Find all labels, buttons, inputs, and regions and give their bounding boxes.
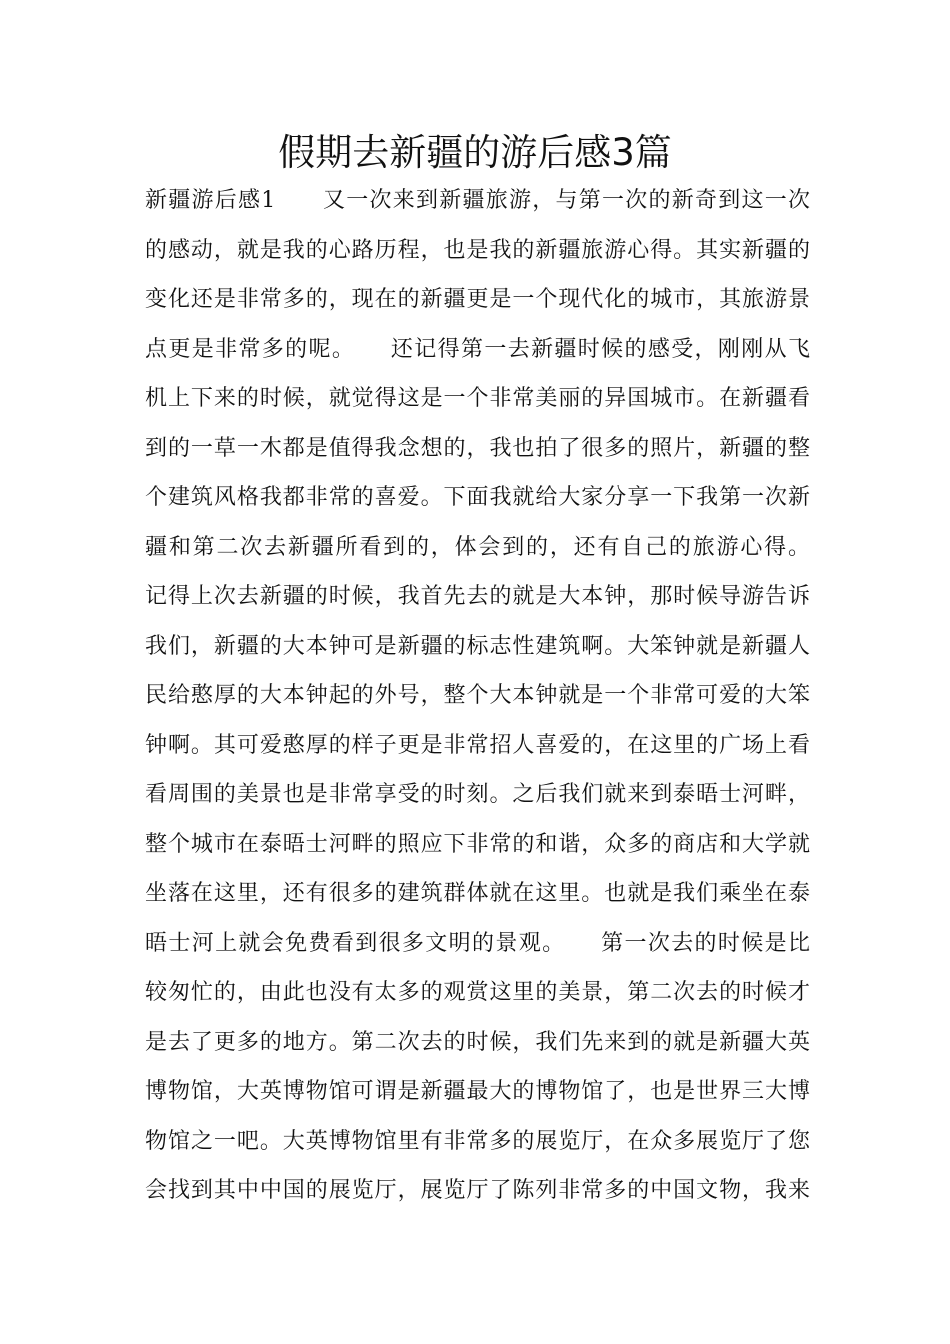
document-title: 假期去新疆的游后感3篇: [278, 131, 672, 174]
body-line: 较匆忙的，由此也没有太多的观赏这里的美景，第二次去的时候才: [145, 980, 810, 1005]
body-line: 会找到其中中国的展览厅，展览厅了陈列非常多的中国文物，我来: [145, 1178, 810, 1203]
body-line: 民给憨厚的大本钟起的外号，整个大本钟就是一个非常可爱的大笨: [145, 683, 810, 708]
body-line: 新疆游后感1 又一次来到新疆旅游，与第一次的新奇到这一次: [145, 188, 810, 213]
body-line: 到的一草一木都是值得我念想的，我也拍了很多的照片，新疆的整: [145, 435, 810, 461]
body-line: 晤士河上就会免费看到很多文明的景观。 第一次去的时候是比: [145, 930, 810, 956]
body-line: 点更是非常多的呢。 还记得第一去新疆时候的感受，刚刚从飞: [145, 336, 810, 362]
body-line: 看周围的美景也是非常享受的时刻。之后我们就来到泰晤士河畔，: [145, 782, 810, 807]
body-line: 个建筑风格我都非常的喜爱。下面我就给大家分享一下我第一次新: [145, 485, 810, 510]
body-line: 整个城市在泰晤士河畔的照应下非常的和谐，众多的商店和大学就: [145, 831, 810, 857]
body-line: 机上下来的时候，就觉得这是一个非常美丽的异国城市。在新疆看: [145, 386, 810, 411]
document-body: [145, 176, 810, 1216]
body-line: 坐落在这里，还有很多的建筑群体就在这里。也就是我们乘坐在泰: [145, 881, 810, 906]
body-line: 是去了更多的地方。第二次去的时候，我们先来到的就是新疆大英: [145, 1029, 810, 1055]
body-line: 记得上次去新疆的时候，我首先去的就是大本钟，那时候导游告诉: [145, 584, 810, 609]
body-line: 的感动，就是我的心路历程，也是我的新疆旅游心得。其实新疆的: [145, 237, 810, 263]
body-line: 变化还是非常多的，现在的新疆更是一个现代化的城市，其旅游景: [145, 287, 810, 312]
body-line: 钟啊。其可爱憨厚的样子更是非常招人喜爱的，在这里的广场上看: [145, 732, 810, 758]
body-line: 物馆之一吧。大英博物馆里有非常多的展览厅，在众多展览厅了您: [145, 1128, 810, 1154]
body-line: 我们，新疆的大本钟可是新疆的标志性建筑啊。大笨钟就是新疆人: [145, 633, 810, 659]
body-line: 疆和第二次去新疆所看到的，体会到的，还有自己的旅游心得。: [145, 534, 810, 560]
body-line: 博物馆，大英博物馆可谓是新疆最大的博物馆了，也是世界三大博: [145, 1079, 810, 1104]
